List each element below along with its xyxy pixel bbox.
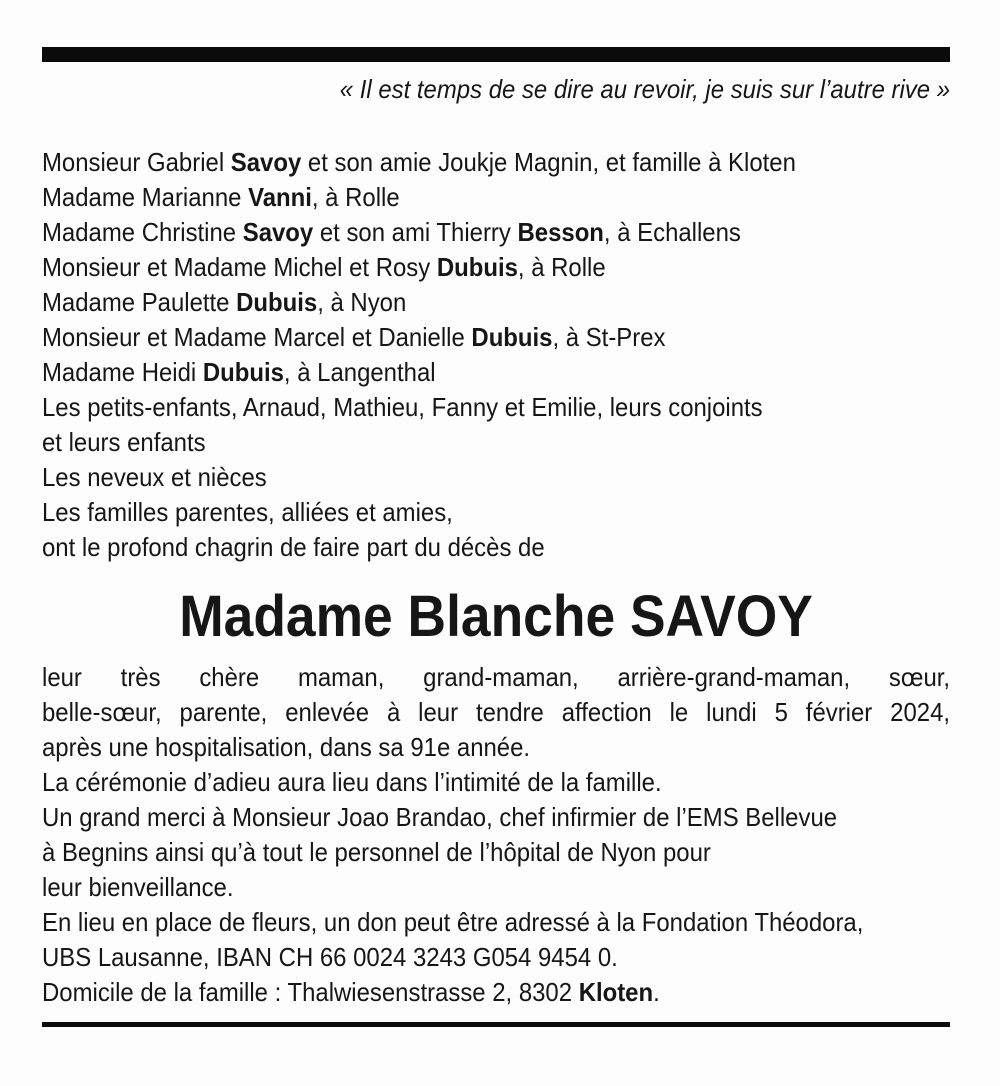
- relative-line: [42, 355, 950, 390]
- text-segment: En lieu en place de fleurs, un don peut être adressé à la Fondation Théodora,: [42, 907, 864, 937]
- relative-line: [42, 425, 950, 460]
- text-segment: Les neveux et nièces: [42, 462, 267, 492]
- body-line: [42, 940, 950, 975]
- text-segment: Madame Christine: [42, 217, 243, 247]
- text-segment: après une hospitalisation, dans sa 91e année.: [42, 732, 531, 762]
- relative-line: [42, 460, 950, 495]
- body-line: [42, 695, 950, 730]
- body-line: [42, 800, 950, 835]
- text-segment: , à Langenthal: [283, 357, 436, 387]
- text-segment: belle-sœur, parente, enlevée à leur tendre affection le lundi 5 février 2024,: [42, 697, 951, 727]
- body-line: [42, 975, 950, 1010]
- family-name-bold: Dubuis: [436, 252, 518, 282]
- bottom-rule: [42, 1022, 950, 1027]
- text-segment: Madame Marianne: [42, 182, 249, 212]
- family-name-bold: Dubuis: [471, 322, 553, 352]
- text-segment: à Begnins ainsi qu’à tout le personnel de l’hôpital de Nyon pour: [42, 837, 711, 867]
- notice-body: [42, 660, 950, 1010]
- text-segment: , à Nyon: [317, 287, 407, 317]
- family-name-bold: Kloten: [578, 977, 654, 1007]
- family-name-bold: Vanni: [248, 182, 312, 212]
- text-segment: La cérémonie d’adieu aura lieu dans l’intimité de la famille.: [42, 767, 662, 797]
- notice-sheet: [42, 0, 950, 1027]
- family-name-bold: Dubuis: [202, 357, 284, 387]
- text-segment: , à Rolle: [517, 252, 606, 282]
- relative-line: [42, 530, 950, 565]
- text-segment: Domicile de la famille : Thalwiesenstrasse 2, 8302: [42, 977, 579, 1007]
- relative-line: [42, 145, 950, 180]
- relative-line: [42, 390, 950, 425]
- text-segment: Les familles parentes, alliées et amies,: [42, 497, 453, 527]
- text-segment: Madame Heidi: [42, 357, 203, 387]
- body-line: [42, 870, 950, 905]
- text-segment: leur bienveillance.: [42, 872, 234, 902]
- deceased-name-title: Madame Blanche SAVOY: [179, 584, 813, 649]
- text-segment: Monsieur et Madame Michel et Rosy: [42, 252, 437, 282]
- text-segment: Madame Paulette: [42, 287, 237, 317]
- text-segment: , à St-Prex: [552, 322, 666, 352]
- body-line: [42, 660, 950, 695]
- body-line: [42, 765, 950, 800]
- text-segment: Monsieur et Madame Marcel et Danielle: [42, 322, 472, 352]
- relative-line: [42, 285, 950, 320]
- text-segment: Les petits-enfants, Arnaud, Mathieu, Fanny et Emilie, leurs conjoints: [42, 392, 763, 422]
- text-segment: , à Rolle: [311, 182, 400, 212]
- body-line: [42, 730, 950, 765]
- text-segment: Monsieur Gabriel: [42, 147, 231, 177]
- relative-line: [42, 320, 950, 355]
- text-segment: et son ami Thierry: [313, 217, 518, 247]
- relative-line: [42, 495, 950, 530]
- top-rule: [42, 47, 950, 62]
- family-name-bold: Besson: [517, 217, 604, 247]
- family-name-bold: Savoy: [230, 147, 302, 177]
- text-segment: et leurs enfants: [42, 427, 206, 457]
- text-segment: , à Echallens: [603, 217, 741, 247]
- family-name-bold: Dubuis: [236, 287, 318, 317]
- text-segment: .: [653, 977, 660, 1007]
- text-segment: et son amie Joukje Magnin, et famille à Kloten: [301, 147, 796, 177]
- text-segment: UBS Lausanne, IBAN CH 66 0024 3243 G054 9454 0.: [42, 942, 618, 972]
- epitaph-quote: « Il est temps de se dire au revoir, je suis sur l’autre rive »: [339, 74, 951, 104]
- body-line: [42, 905, 950, 940]
- relative-line: [42, 215, 950, 250]
- text-segment: Un grand merci à Monsieur Joao Brandao, chef infirmier de l’EMS Bellevue: [42, 802, 838, 832]
- relatives-list: [42, 145, 950, 565]
- relative-line: [42, 180, 950, 215]
- text-segment: leur très chère maman, grand-maman, arrière-grand-maman, sœur,: [42, 662, 951, 692]
- family-name-bold: Savoy: [242, 217, 314, 247]
- relative-line: [42, 250, 950, 285]
- text-segment: ont le profond chagrin de faire part du décès de: [42, 532, 545, 562]
- body-line: [42, 835, 950, 870]
